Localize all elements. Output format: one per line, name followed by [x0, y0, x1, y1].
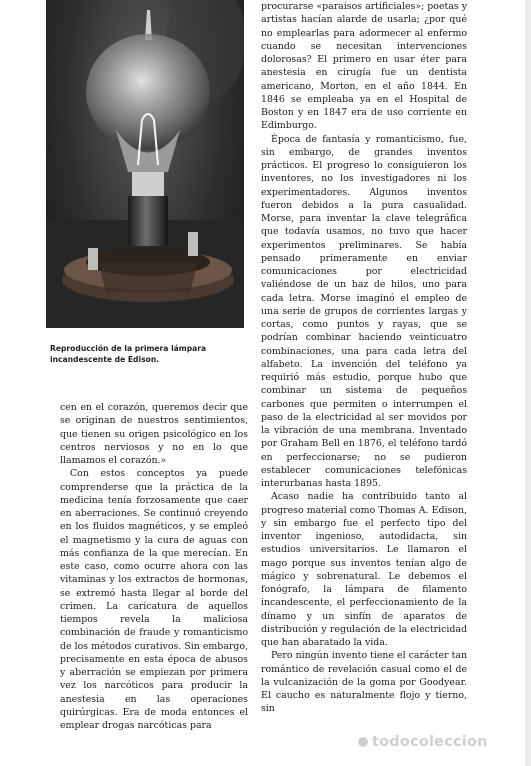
paragraph: Con estos conceptos ya puede comprenderse que la práctica de la medicina tenía forzosamente que caer en aberraciones. Se continuó creyendo en los fluidos magnéticos, y se empleó el magnetismo y la cura de aguas con más confianza de la que merecían. En este caso, como ocurre ahora con las vitaminas y los extractos de hormonas, se extremó hasta llegar al borde del crimen. La caricatura de aquellos tiempos revela la maliciosa combinación de fraude y romanticismo de los métodos curativos. Sin embargo, precisamente en esta época de abusos y aberración se empiezan por primera vez los narcóticos para producir la anestesia en las operaciones quirúrgicas. Era de moda entonces el emplear drogas narcóticas para: [60, 468, 248, 731]
right-text-column: [261, 0, 467, 716]
page-edge: [525, 0, 531, 766]
paragraph: Pero ningún invento tiene el carácter tan romántico de revelación casual como el de la vulcanización de la goma por Goodyear. El caucho es naturalmente flojo y tierno, sin: [261, 650, 467, 715]
paragraph: procurarse «paraísos artificiales»; poetas y artistas hacían alarde de usarla; ¿por qué no emplearlas para adormecer al enfermo cuando se necesitan intervenciones dolorosas? El primero en usar éter para anestesia en cirugía fue un dentista americano, Morton, en el año 1844. En 1846 se empleaba ya en el Hospital de Boston y en 1847 era de uso corriente en Edimburgo.: [261, 1, 467, 132]
watermark-logo: [358, 734, 488, 750]
paragraph: cen en el corazón, queremos decir que se originan de nuestros sentimientos, que tienen su origen psicológico en los centros nerviosos y no en lo que llamamos el corazón.»: [60, 402, 248, 466]
paragraph: Acaso nadie ha contribuido tanto al progreso material como Thomas A. Edison, y sin embargo fue el perfecto tipo del inventor ingenioso, autodidacta, sin estudios universitarios. Le llamaron el mago porque sus inventos tenían algo de mágico y sobrenatural. Le debemos el fonógrafo, la lámpara de filamento incandescente, el perfeccionamiento de la dínamo y un sinfín de aparatos de distribución y regulación de la electricidad que han abaratado la vida.: [261, 491, 467, 648]
lamp-illustration: [46, 0, 244, 328]
watermark-text: todocoleccion: [372, 734, 488, 750]
paragraph: Época de fantasía y romanticismo, fue, sin embargo, de grandes inventos prácticos. El progreso lo consiguieron los inventores, no los investigadores ni los experimentadores. Algunos inventos fueron debidos a la pura casualidad. Morse, para inventar la clave telegráfica que todavía usamos, no tuvo que hacer experimentos preliminares. Se había pensado primeramente en enviar comunicaciones por electricidad valiéndose de un haz de hilos, uno para cada letra. Morse imaginó el empleo de una serie de grupos de corrientes largas y cortas, como puntos y rayas, que se podrían combinar haciendo veinticuatro combinaciones, una para cada letra del alfabeto. La invención del teléfono ya requirió más estudio, porque hubo que combinar un sistema de pequeños carbones que permiten o interrumpen el paso de la electricidad al ser movidos por la vibración de una membrana. Inventado por Graham Bell en 1876, el teléfono tardó en perfeccionarse; no se pudieron establecer comunicaciones telefónicas interurbanas hasta 1895.: [261, 133, 467, 489]
photo-caption: Reproducción de la primera lámpara incandescente de Edison.: [50, 344, 207, 364]
logo-dot-icon: [358, 737, 368, 747]
edison-lamp-photo: [46, 0, 244, 328]
left-text-column: [60, 401, 248, 732]
